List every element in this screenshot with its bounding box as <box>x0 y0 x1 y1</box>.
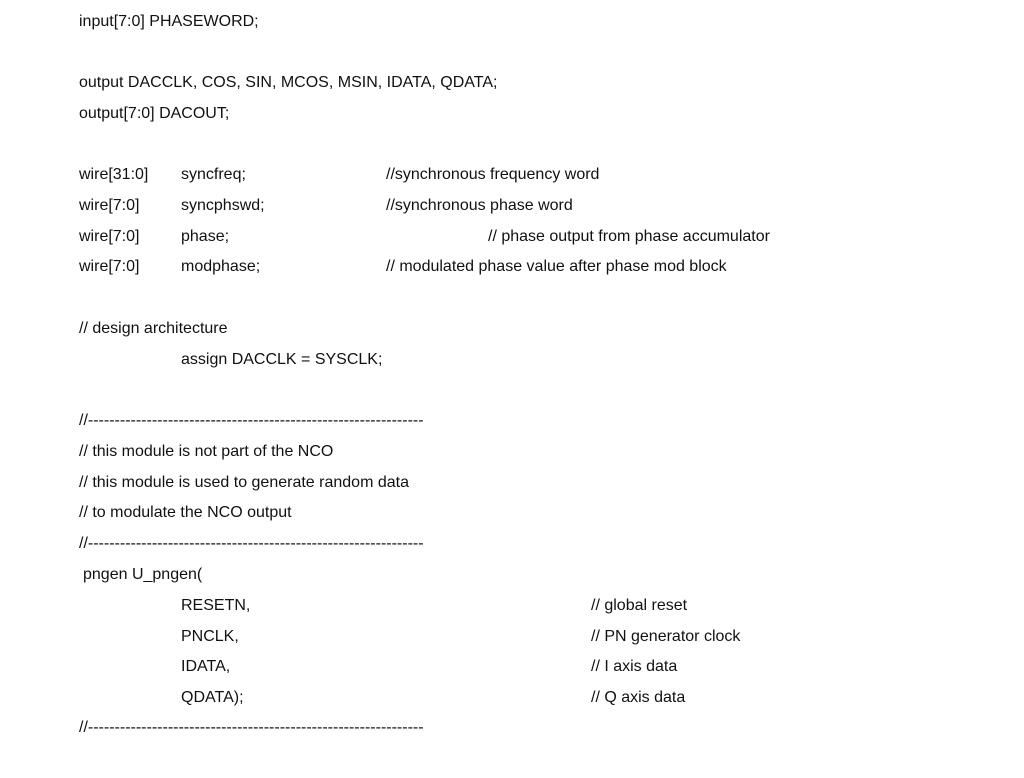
separator-comment: //--------------------------------------------------------------- <box>79 412 424 429</box>
code-line-pngen-instance <box>0 565 203 585</box>
code-text: pngen U_pngen( <box>83 566 203 583</box>
code-text: output[7:0] DACOUT; <box>79 105 230 122</box>
code-line-comment-not-part <box>0 442 334 462</box>
code-comment: // to modulate the NCO output <box>79 504 292 521</box>
wire-comment: //synchronous phase word <box>386 197 573 214</box>
port-name: IDATA, <box>181 658 231 675</box>
port-name: QDATA); <box>181 689 244 706</box>
code-line-port-qdata <box>0 688 686 708</box>
code-line-input-phaseword <box>0 12 259 32</box>
code-line-output-signals <box>0 73 498 93</box>
wire-type: wire[7:0] <box>79 197 140 214</box>
code-comment: // this module is not part of the NCO <box>79 443 334 460</box>
wire-type: wire[31:0] <box>79 166 149 183</box>
code-comment: // this module is used to generate random data <box>79 474 409 491</box>
port-comment: // Q axis data <box>591 689 686 706</box>
wire-comment: // modulated phase value after phase mod block <box>386 258 727 275</box>
port-comment: // global reset <box>591 597 688 614</box>
code-line-port-pnclk <box>0 627 741 647</box>
wire-name: syncfreq; <box>181 166 246 183</box>
code-text: output DACCLK, COS, SIN, MCOS, MSIN, IDATA, QDATA; <box>79 74 498 91</box>
code-line-assign-dacclk <box>0 350 383 370</box>
code-comment: // design architecture <box>79 320 228 337</box>
code-line-comment-random <box>0 473 409 493</box>
code-line-design-architecture <box>0 319 228 339</box>
wire-comment: //synchronous frequency word <box>386 166 600 183</box>
code-line-separator-2 <box>0 534 424 554</box>
code-line-wire-phase <box>0 227 770 247</box>
code-line-wire-syncphswd <box>0 196 573 216</box>
wire-name: modphase; <box>181 258 261 275</box>
separator-comment: //--------------------------------------------------------------- <box>79 719 424 736</box>
code-text: input[7:0] PHASEWORD; <box>79 13 259 30</box>
wire-type: wire[7:0] <box>79 258 140 275</box>
port-comment: // PN generator clock <box>591 628 741 645</box>
wire-name: phase; <box>181 228 230 245</box>
code-line-wire-syncfreq <box>0 165 600 185</box>
wire-comment: // phase output from phase accumulator <box>488 228 770 245</box>
port-comment: // I axis data <box>591 658 678 675</box>
separator-comment: //--------------------------------------------------------------- <box>79 535 424 552</box>
code-line-port-resetn <box>0 596 688 616</box>
code-line-separator-1 <box>0 411 424 431</box>
code-line-comment-modulate <box>0 503 292 523</box>
code-line-port-idata <box>0 657 678 677</box>
code-line-output-dacout <box>0 104 230 124</box>
wire-name: syncphswd; <box>181 197 265 214</box>
wire-type: wire[7:0] <box>79 228 140 245</box>
port-name: RESETN, <box>181 597 251 614</box>
code-line-wire-modphase <box>0 257 727 277</box>
code-text: assign DACCLK = SYSCLK; <box>181 351 383 368</box>
code-line-separator-3 <box>0 718 424 738</box>
port-name: PNCLK, <box>181 628 239 645</box>
